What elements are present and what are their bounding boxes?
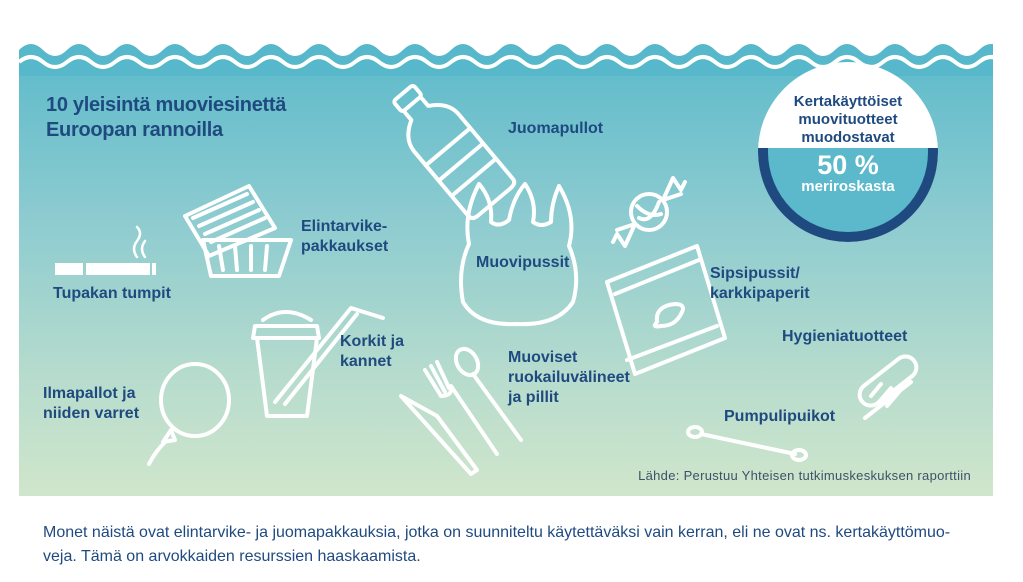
title-line-1: 10 yleisintä muoviesinettä <box>46 94 287 116</box>
food-container-icon <box>179 176 305 282</box>
label-elintarvikepakkaukset <box>301 217 388 257</box>
label-ilmapallot-line-1: Ilmapallot ja <box>43 385 136 402</box>
label-juomapullot: Juomapullot <box>508 120 604 137</box>
label-korkit-line-1: Korkit ja <box>340 333 405 350</box>
caption-line-1: Monet näistä ovat elintarvike- ja juomapakkauksia, jotka on suunniteltu käytettäväksi vain kerran, eli ne ovat ns. kertakäyttömuo- <box>43 524 951 541</box>
label-elintarvike-line-1: Elintarvike- <box>301 218 388 235</box>
hygiene-product-icon <box>851 346 927 422</box>
caption-line-2: veja. Tämä on arvokkaiden resurssien haaskaamista. <box>43 548 421 565</box>
label-ruokailu-line-3: ja pillit <box>508 389 559 406</box>
cotton-swab-icon <box>687 422 809 462</box>
label-elintarvike-line-2: pakkaukset <box>301 238 389 255</box>
label-ruokailu-line-1: Muoviset <box>508 349 578 366</box>
label-sipsi-line-1: Sipsipussit/ <box>710 265 800 282</box>
infographic-title <box>46 93 286 143</box>
label-korkit-ja-kannet <box>340 332 404 372</box>
stat-line-1: Kertakäyttöiset <box>793 93 903 110</box>
balloon-icon <box>143 360 233 466</box>
label-korkit-line-2: kannet <box>340 353 392 370</box>
label-pumpulipuikot: Pumpulipuikot <box>724 408 836 425</box>
stat-line-3: muodostavat <box>801 129 895 146</box>
label-ruokailu-line-2: ruokailuvälineet <box>508 369 630 386</box>
stat-description <box>758 93 938 147</box>
label-ilmapallot-line-2: niiden varret <box>43 405 140 422</box>
source-note: Lähde: Perustuu Yhteisen tutkimuskeskuksen raporttiin <box>638 468 971 483</box>
candy-icon <box>611 174 687 250</box>
label-muovipussit: Muovipussit <box>476 254 570 271</box>
stat-line-2: muovituotteet <box>798 111 898 128</box>
label-sipsi-line-2: karkkipaperit <box>710 285 810 302</box>
stat-line-4: meriroskasta <box>801 178 895 195</box>
label-sipsipussit <box>710 264 810 304</box>
cutlery-icon <box>397 346 525 476</box>
label-tupakan-tumpit: Tupakan tumpit <box>53 285 171 302</box>
title-line-2: Euroopan rannoilla <box>46 119 223 141</box>
label-ruokailuvalineet <box>508 348 630 408</box>
label-hygieniatuotteet: Hygieniatuotteet <box>782 328 908 345</box>
label-ilmapallot <box>43 384 139 424</box>
cigarette-icon <box>53 227 163 279</box>
caption <box>43 521 983 569</box>
stat-value: 50 % <box>817 150 879 180</box>
